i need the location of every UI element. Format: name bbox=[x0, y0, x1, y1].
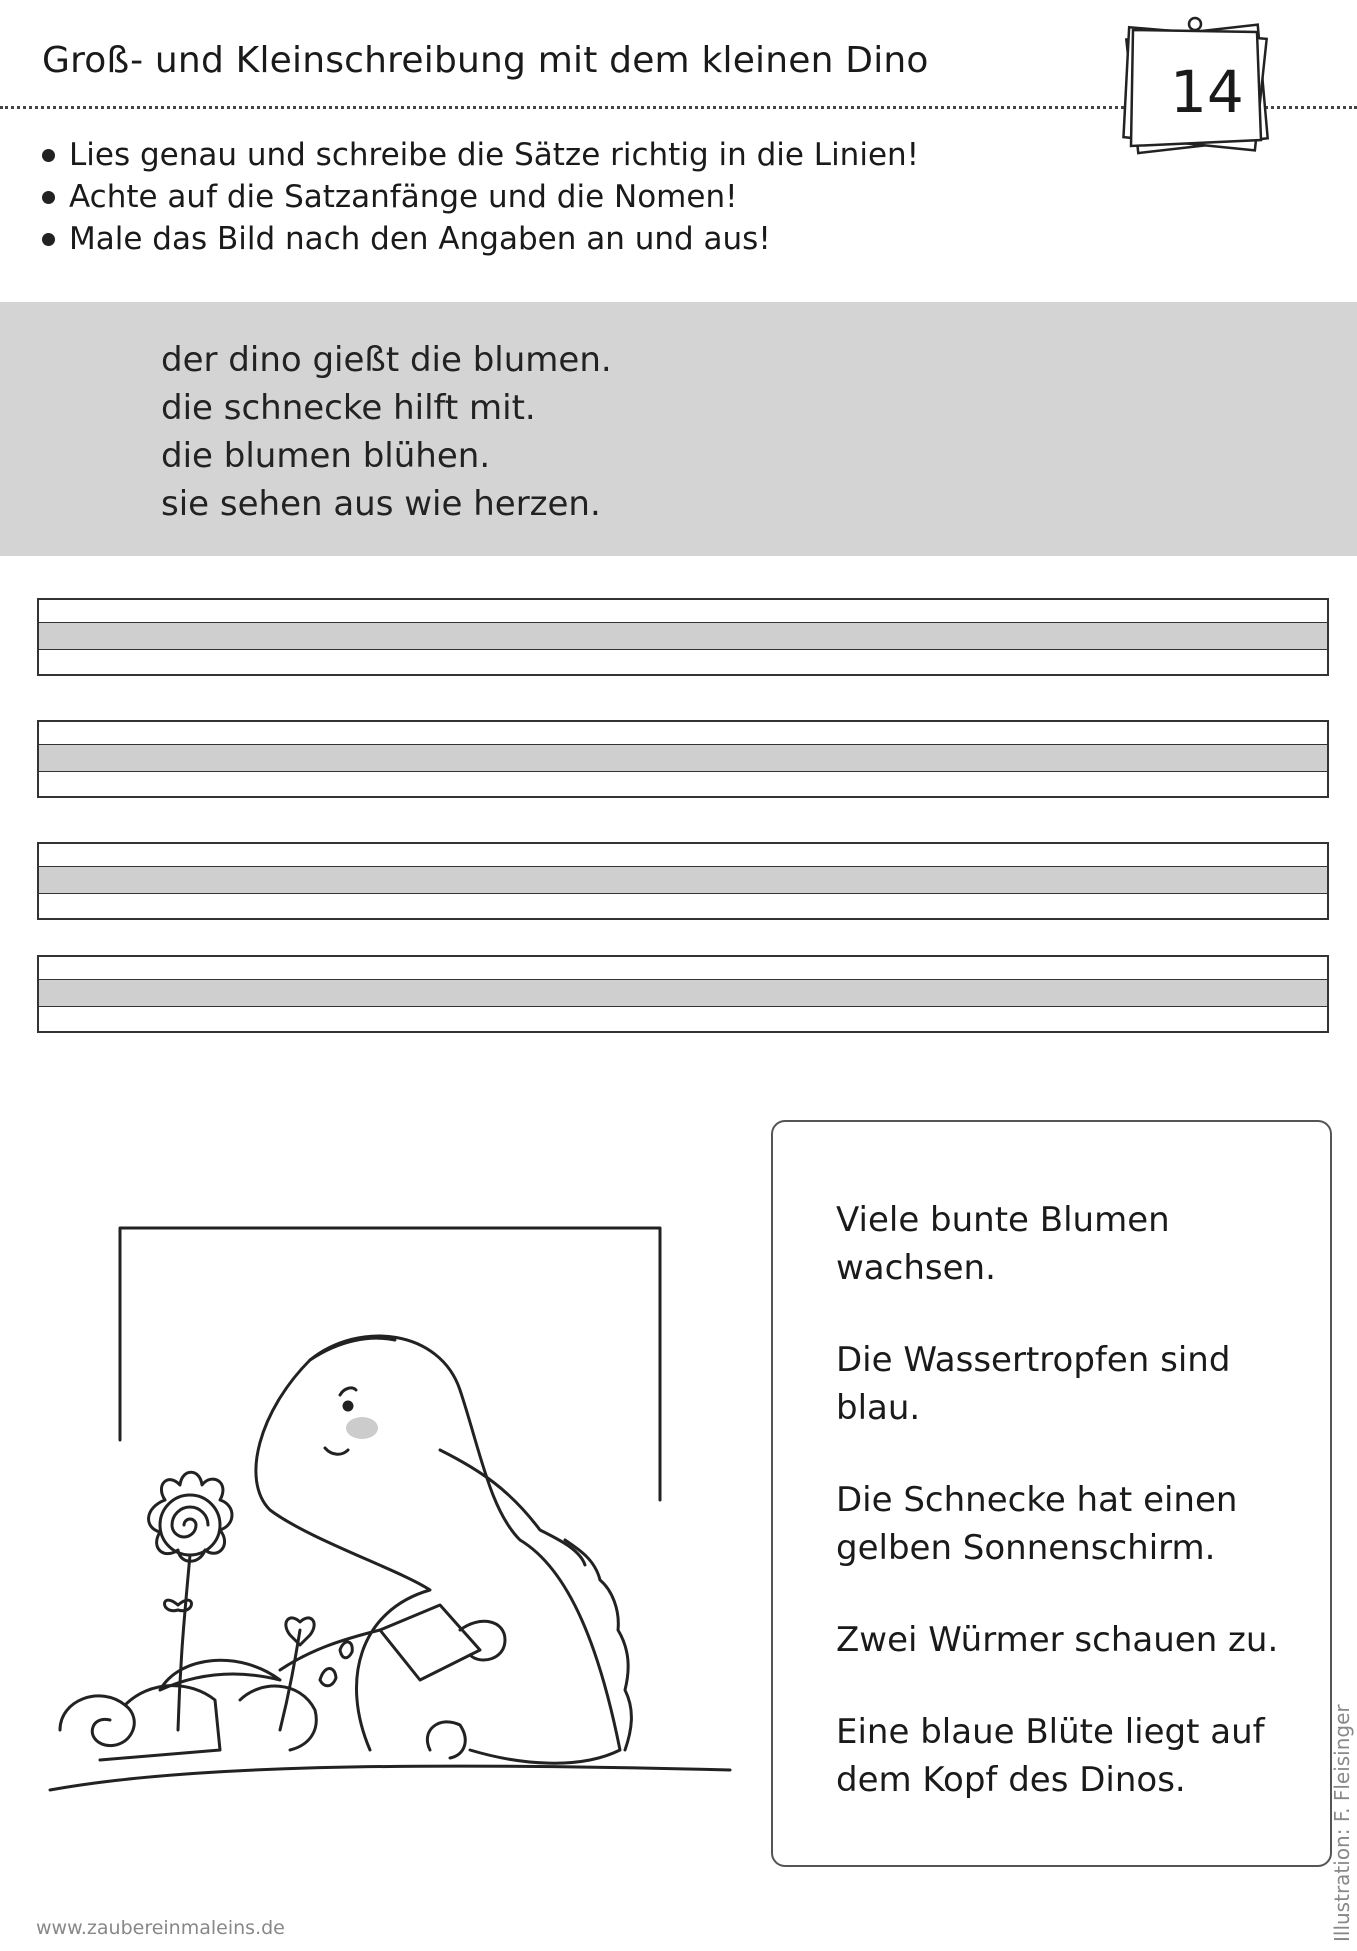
writing-line-3[interactable] bbox=[37, 842, 1329, 920]
writing-line-2[interactable] bbox=[37, 720, 1329, 798]
task-item: Die Wassertropfen sind blau. bbox=[836, 1340, 1231, 1428]
task-item: Die Schnecke hat einen gelben Sonnenschirm. bbox=[836, 1480, 1238, 1568]
illustration-credit: Illustration: F. Fleisinger bbox=[1330, 1704, 1354, 1942]
coloring-instructions bbox=[836, 1196, 1316, 1848]
source-sentences bbox=[161, 336, 612, 528]
instruction-item: Lies genau und schreibe die Sätze richtig in die Linien! bbox=[42, 134, 919, 176]
dino-coloring-illustration bbox=[40, 1210, 740, 1810]
page-number: 14 bbox=[1170, 58, 1244, 126]
writing-line-4[interactable] bbox=[37, 955, 1329, 1033]
bullet-icon bbox=[42, 233, 55, 246]
task-item: Zwei Würmer schauen zu. bbox=[836, 1620, 1279, 1660]
task-item: Viele bunte Blumen wachsen. bbox=[836, 1200, 1170, 1288]
sentence: die blumen blühen. bbox=[161, 436, 491, 476]
task-item: Eine blaue Blüte liegt auf dem Kopf des Dinos. bbox=[836, 1712, 1265, 1800]
sentence: sie sehen aus wie herzen. bbox=[161, 484, 601, 524]
bullet-icon bbox=[42, 191, 55, 204]
worksheet-title: Groß- und Kleinschreibung mit dem kleinen Dino bbox=[42, 40, 929, 81]
writing-line-1[interactable] bbox=[37, 598, 1329, 676]
instruction-item: Male das Bild nach den Angaben an und aus! bbox=[42, 218, 919, 260]
bullet-icon bbox=[42, 149, 55, 162]
sentence: der dino gießt die blumen. bbox=[161, 340, 612, 380]
instruction-list bbox=[42, 134, 919, 260]
sentence: die schnecke hilft mit. bbox=[161, 388, 536, 428]
footer-url: www.zaubereinmaleins.de bbox=[36, 1917, 285, 1939]
instruction-item: Achte auf die Satzanfänge und die Nomen! bbox=[42, 176, 919, 218]
